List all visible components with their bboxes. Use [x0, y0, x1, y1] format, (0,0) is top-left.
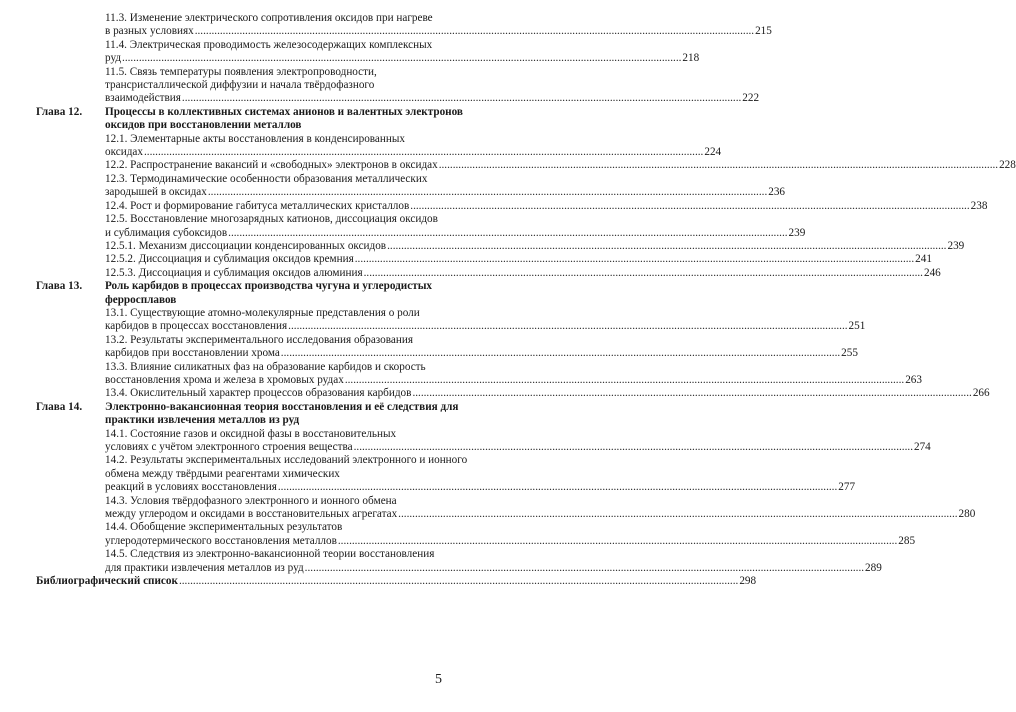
- toc-entry[interactable]: [105, 333, 858, 361]
- leader-dots: [305, 562, 864, 575]
- entry-title-end: условиях с учётом электронного строения вещества: [105, 441, 353, 453]
- leader-dots: [208, 186, 767, 199]
- entry-title-end: карбидов в процессах восстановления: [105, 320, 288, 333]
- page-number: 5: [435, 672, 442, 687]
- entry-title-end: восстановления хрома и железа в хромовых рудах: [105, 373, 344, 386]
- chapters: [36, 105, 1016, 575]
- leader-dots: [439, 159, 998, 172]
- entry-title-end: карбидов при восстановлении хрома: [105, 347, 280, 360]
- entry-page-number: 255: [841, 347, 858, 360]
- chapter-title[interactable]: Электронно-вакансионная теория восстановления и её следствия для практики извлечения металлов из руд: [105, 400, 459, 427]
- chapter-label: Глава 14.: [36, 400, 83, 413]
- leader-dots: [144, 146, 703, 159]
- leader-dots: [179, 575, 738, 588]
- entry-title-end: зародышей в оксидах: [105, 186, 207, 199]
- entry-title: 12.1. Элементарные акты восстановления в конденсированных: [105, 132, 405, 145]
- entry-title: 12.3. Термодинамические особенности образования металлических: [105, 172, 428, 185]
- bibliography-page: 298: [739, 575, 757, 588]
- leader-dots: [338, 535, 897, 548]
- entry-title-end: 12.5.3. Диссоциация и сублимация оксидов алюминия: [105, 266, 363, 279]
- leader-dots: [387, 240, 946, 253]
- entry-title-end: руд: [105, 52, 122, 65]
- entry-page-number: 274: [913, 441, 931, 453]
- chapter-label: Глава 13.: [36, 280, 83, 293]
- toc-entry[interactable]: [105, 427, 931, 455]
- toc-entry[interactable]: [105, 199, 988, 213]
- entry-title-end: оксидах: [105, 146, 143, 159]
- table-of-contents: [36, 12, 1016, 588]
- toc-entry[interactable]: [105, 38, 700, 66]
- entry-page-number: 285: [898, 534, 916, 547]
- toc-entry[interactable]: [105, 172, 786, 200]
- entry-title: 14.2. Результаты экспериментальных исследований электронного и ионного обмена между твёрдыми реагентами химических: [105, 454, 468, 480]
- entry-title: 11.4. Электрическая проводимость железосодержащих комплексных: [105, 38, 433, 51]
- toc-entry[interactable]: [105, 454, 856, 494]
- entry-title: 13.2. Результаты экспериментального исследования образования: [105, 333, 413, 346]
- entry-title-end: 12.4. Рост и формирование габитуса металлических кристаллов: [105, 199, 410, 212]
- entry-page-number: 266: [972, 387, 990, 400]
- leader-dots: [398, 508, 957, 521]
- toc-entry[interactable]: [105, 306, 866, 334]
- entry-page-number: 251: [848, 320, 866, 333]
- entry-page-number: 228: [999, 159, 1016, 172]
- leader-dots: [288, 320, 847, 333]
- chapter-title[interactable]: Процессы в коллективных системах анионов и валентных электронов оксидов при восстановлении металлов: [105, 105, 463, 132]
- entry-title-end: реакций в условиях восстановления: [105, 481, 277, 494]
- toc-entry[interactable]: [105, 521, 916, 548]
- entry-title-end: между углеродом и оксидами в восстановительных агрегатах: [105, 508, 398, 521]
- entry-title-end: 12.5.1. Механизм диссоциации конденсированных оксидов: [105, 239, 387, 252]
- toc-entry[interactable]: [105, 494, 976, 522]
- leader-dots: [228, 227, 787, 240]
- toc-entry[interactable]: [105, 132, 722, 160]
- entry-title-end: 13.4. Окислительный характер процессов образования карбидов: [105, 387, 412, 400]
- entry-page-number: 280: [958, 508, 976, 521]
- entry-title: 14.5. Следствия из электронно-вакансионной теории восстановления: [105, 548, 435, 561]
- leader-dots: [278, 481, 837, 494]
- toc-entry[interactable]: [105, 266, 941, 280]
- entry-page-number: 246: [923, 266, 941, 279]
- entry-page-number: 238: [970, 199, 988, 212]
- toc-entry[interactable]: [105, 253, 932, 266]
- chapter-block: [36, 400, 976, 575]
- toc-entry[interactable]: [105, 12, 772, 39]
- entry-title-end: для практики извлечения металлов из руд: [105, 561, 304, 574]
- entry-page-number: 224: [704, 146, 722, 159]
- entry-title: 12.5. Восстановление многозарядных катионов, диссоциация оксидов: [105, 213, 438, 226]
- entry-title-end: в разных условиях: [105, 25, 194, 38]
- entry-title: 11.5. Связь температуры появления электропроводности, трансристаллической диффузии и начала твёрдофазного: [105, 65, 377, 92]
- leader-dots: [182, 92, 741, 105]
- entry-title-end: углеродотермического восстановления металлов: [105, 534, 337, 547]
- chapter-title[interactable]: Роль карбидов в процессах производства чугуна и углеродистых ферросплавов: [105, 280, 433, 306]
- leader-dots: [364, 267, 923, 280]
- chapter-block: [36, 280, 990, 401]
- leader-dots: [412, 387, 971, 400]
- entry-title: 13.1. Существующие атомно-молекулярные представления о роли: [105, 306, 420, 319]
- entry-title: 13.3. Влияние силикатных фаз на образование карбидов и скорость: [105, 360, 426, 373]
- toc-entry[interactable]: [105, 213, 806, 240]
- leader-dots: [355, 253, 914, 266]
- entry-page-number: 263: [905, 373, 922, 386]
- entry-title-end: и сублимация субоксидов: [105, 226, 228, 239]
- toc-entry[interactable]: [105, 239, 965, 253]
- entry-title: 14.4. Обобщение экспериментальных результатов: [105, 521, 343, 534]
- leader-dots: [345, 374, 904, 387]
- entry-title: 14.3. Условия твёрдофазного электронного и ионного обмена: [105, 494, 397, 507]
- entry-page-number: 241: [915, 253, 932, 266]
- chapter-block: [36, 105, 1016, 280]
- toc-entry[interactable]: [105, 65, 760, 106]
- leader-dots: [195, 25, 754, 38]
- entry-page-number: 222: [742, 92, 760, 105]
- chapter-label: Глава 12.: [36, 105, 83, 118]
- entry-title-end: 12.2. Распространение вакансий и «свободных» электронов в оксидах: [105, 159, 438, 172]
- entry-page-number: 239: [947, 239, 965, 252]
- toc-entry[interactable]: [105, 387, 990, 400]
- leader-dots: [281, 347, 840, 360]
- entry-page-number: 215: [755, 25, 772, 38]
- bibliography-entry[interactable]: [36, 575, 757, 588]
- entry-page-number: 277: [838, 481, 856, 494]
- leader-dots: [354, 441, 913, 454]
- bibliography-label: Библиографический список: [36, 575, 178, 588]
- entry-title-end: 12.5.2. Диссоциация и сублимация оксидов кремния: [105, 253, 354, 266]
- entry-title: 11.3. Изменение электрического сопротивления оксидов при нагреве: [105, 12, 433, 24]
- entry-page-number: 289: [865, 561, 882, 574]
- toc-entry[interactable]: [105, 360, 922, 388]
- entry-page-number: 218: [682, 52, 700, 65]
- entry-title: 14.1. Состояние газов и оксидной фазы в восстановительных: [105, 427, 397, 440]
- pre-entries-block: [36, 12, 772, 106]
- toc-entry[interactable]: [105, 159, 1016, 172]
- entry-page-number: 239: [788, 226, 806, 239]
- entry-page-number: 236: [768, 186, 786, 199]
- leader-dots: [410, 200, 969, 213]
- pre-entries: [105, 12, 772, 106]
- toc-entry[interactable]: [105, 548, 882, 575]
- entry-title-end: взаимодействия: [105, 92, 181, 105]
- chapter-label-spacer: [36, 12, 105, 106]
- leader-dots: [122, 52, 681, 65]
